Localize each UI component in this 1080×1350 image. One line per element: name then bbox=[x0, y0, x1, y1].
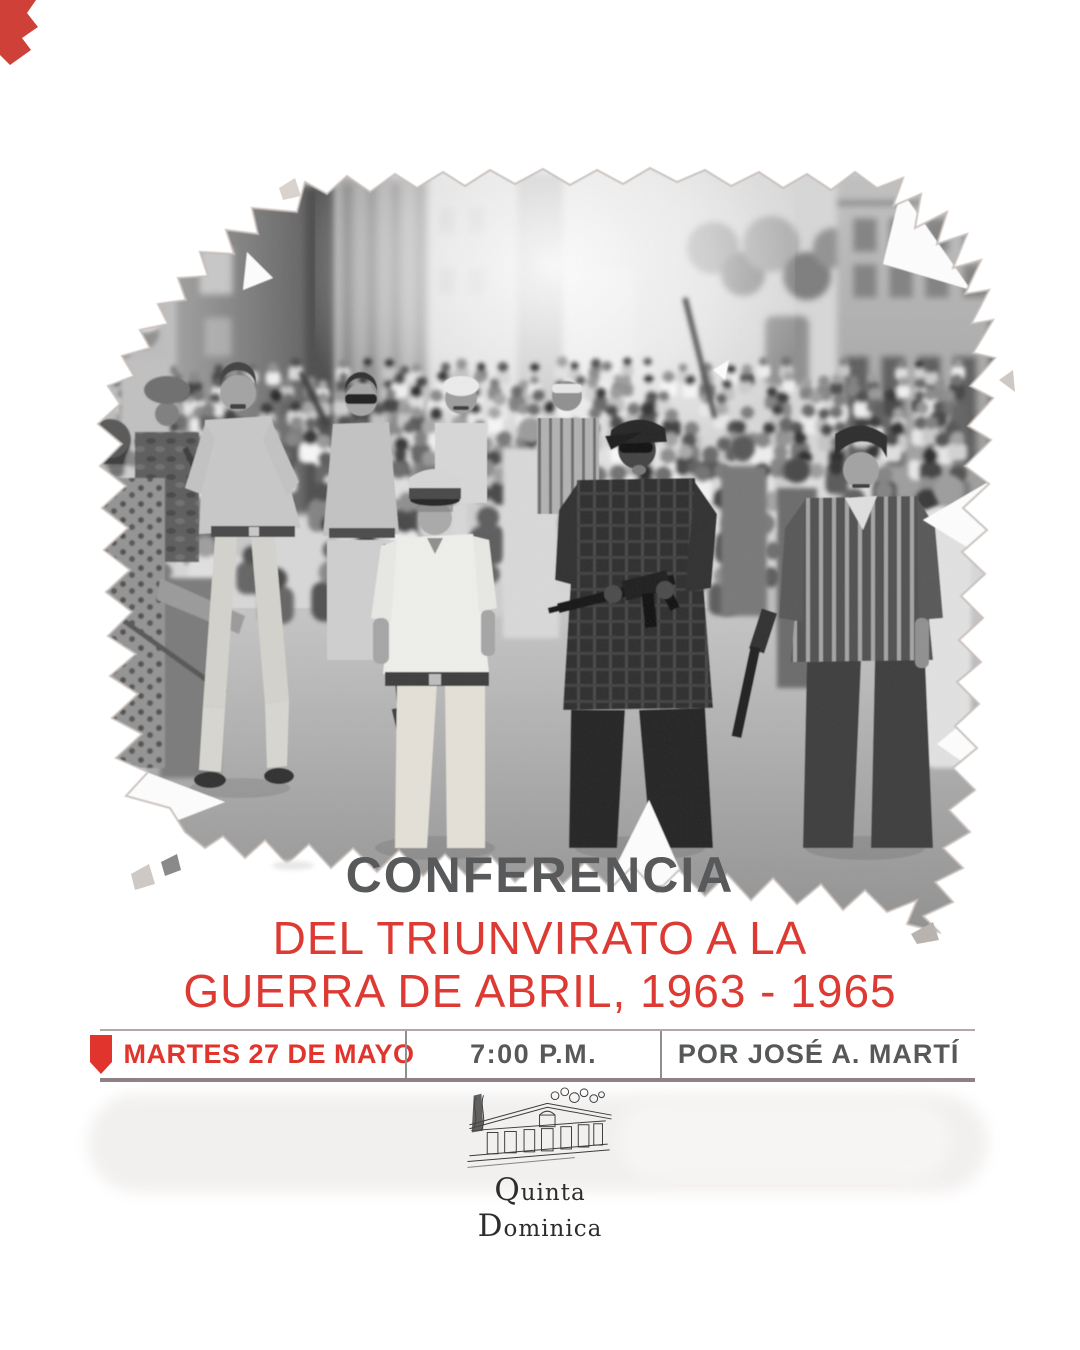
crowd-march-photo bbox=[65, 148, 1015, 948]
colonial-street-sketch-icon bbox=[458, 1086, 623, 1178]
event-speaker: POR JOSÉ A. MARTÍ bbox=[677, 1039, 960, 1069]
crowd-march-photo-canvas bbox=[65, 148, 1015, 948]
event-title-line2: GUERRA DE ABRIL, 1963 - 1965 bbox=[183, 965, 897, 1018]
watercolor-band-highlight bbox=[620, 1100, 950, 1180]
quinta-dominica-logo bbox=[435, 1086, 645, 1244]
event-date: MARTES 27 DE MAYO bbox=[123, 1039, 415, 1069]
event-date-cell bbox=[100, 1031, 415, 1078]
event-info-bar bbox=[100, 1029, 975, 1082]
red-bookmark-icon bbox=[90, 1035, 112, 1074]
torn-red-corner-icon bbox=[0, 0, 42, 70]
event-speaker-cell bbox=[660, 1031, 975, 1078]
event-time-cell bbox=[405, 1031, 660, 1078]
event-title-line1: DEL TRIUNVIRATO A LA bbox=[272, 912, 808, 964]
logo-text bbox=[435, 1172, 645, 1244]
event-time: 7:00 P.M. bbox=[470, 1039, 598, 1069]
logo-word-dominica: Dominica bbox=[477, 1208, 603, 1244]
event-title bbox=[0, 912, 1080, 1019]
page-title: CONFERENCIA bbox=[345, 847, 735, 903]
logo-word-quinta: Quinta bbox=[494, 1172, 586, 1208]
